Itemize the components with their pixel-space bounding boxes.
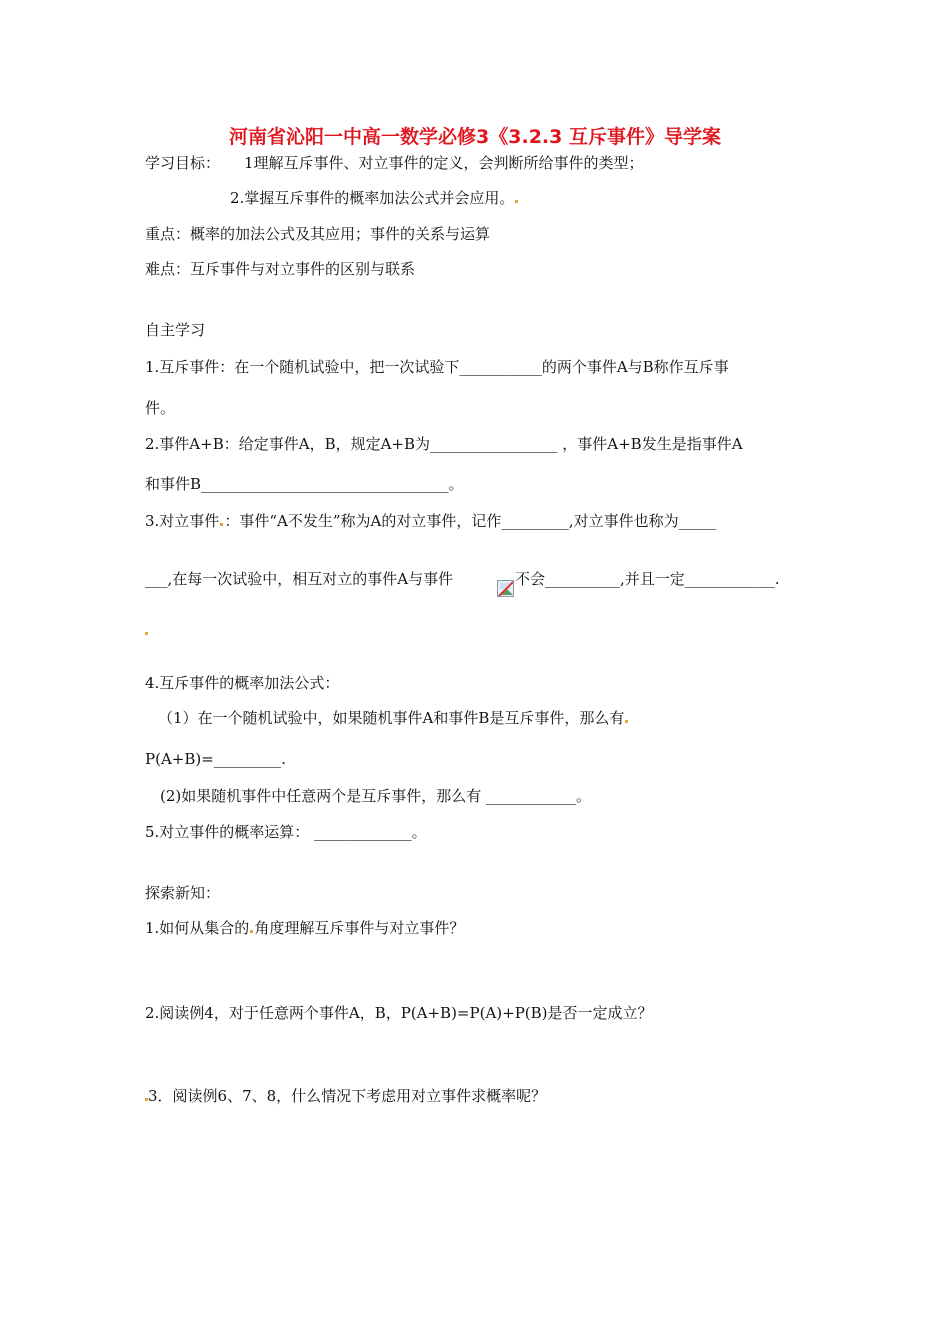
broken-image-icon [497,580,514,597]
self-study-heading: 自主学习 [145,321,206,339]
document-title: 河南省沁阳一中高一数学必修3《3.2.3 互斥事件》导学案 [229,126,721,148]
orange-dot-marker [145,632,148,635]
self-study-q1-line2: 件。 [145,399,176,417]
self-study-q3-line1 [145,511,716,531]
explore-q1 [145,918,464,938]
key-points: 重点：概率的加法公式及其应用；事件的关系与运算 [145,225,491,243]
self-study-q4-1 [158,708,629,728]
self-study-q5: 5.对立事件的概率运算： _____________。 [145,823,427,841]
explore-q1-part-a: 1.如何从集合的 [145,919,250,937]
q3-line1-part-a: 3.对立事件 [145,512,220,530]
objective-2-text: 2.掌握互斥事件的概率加法公式并会应用。 [230,189,515,207]
self-study-q4-heading: 4.互斥事件的概率加法公式： [145,674,340,692]
orange-dot-marker [625,720,628,723]
self-study-q1-line1: 1.互斥事件：在一个随机试验中，把一次试验下___________的两个事件A与B称作互斥事 [145,358,729,376]
self-study-q3-line2a: ___,在每一次试验中，相互对立的事件A与事件 [145,570,454,588]
difficulty: 难点：互斥事件与对立事件的区别与联系 [145,260,416,278]
self-study-q3-line2b: 不会__________,并且一定____________. [515,570,780,588]
explore-q2: 2.阅读例4，对于任意两个事件A，B，P(A+B)=P(A)+P(B)是否一定成立？ [145,1004,653,1022]
orange-dot-marker [220,523,223,526]
q3-line1-part-b: ：事件“A不发生”称为A的对立事件，记作_________,对立事件也称为_____ [224,512,717,530]
orange-dot-marker [515,200,518,203]
explore-heading: 探索新知： [145,884,221,902]
self-study-q4-2: (2)如果随机事件中任意两个是互斥事件，那么有 ____________。 [160,787,592,805]
explore-q1-part-b: 角度理解互斥事件与对立事件？ [254,919,465,937]
self-study-q2-line1: 2.事件A+B：给定事件A，B，规定A+B为_________________ ，事件A+B发生是指事件A [145,435,743,453]
self-study-q2-line2: 和事件B_________________________________。 [145,475,464,493]
objective-2 [230,188,519,208]
orange-dot-marker [250,930,253,933]
explore-q3: 3．阅读例6、7、8，什么情况下考虑用对立事件求概率呢？ [148,1087,547,1105]
objectives-label: 学习目标： [145,154,221,172]
self-study-q4-1-formula: P(A+B)=_________. [145,750,287,768]
objective-1: 1理解互斥事件、对立事件的定义，会判断所给事件的类型； [244,154,644,172]
q4-1-text: （1）在一个随机试验中，如果随机事件A和事件B是互斥事件，那么有 [158,709,625,727]
